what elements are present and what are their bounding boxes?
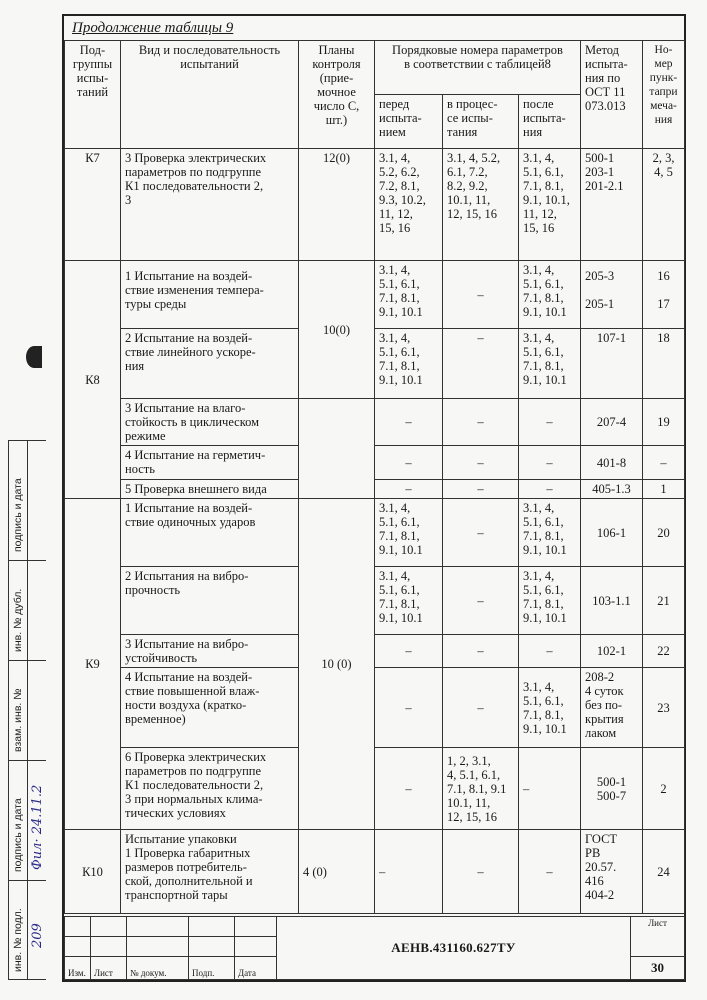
sheet-label: Лист	[631, 917, 685, 957]
method-cell: 405-1.3	[581, 480, 643, 499]
during-cell: –	[443, 830, 519, 914]
side-line	[8, 880, 46, 881]
method-cell: 103-1.1	[581, 567, 643, 635]
test-cell: 3 Проверка электрических параметров по подгруппе К1 последовательности 2, 3	[121, 149, 299, 261]
before-cell: 3.1, 4, 5.1, 6.1, 7.1, 8.1, 9.1, 10.1	[375, 499, 443, 567]
table-row-k8-3	[65, 399, 685, 446]
before-cell: –	[375, 635, 443, 668]
test-cell: 1 Испытание на воздей- ствие одиночных ударов	[121, 499, 299, 567]
before-cell: 3.1, 4, 5.1, 6.1, 7.1, 8.1, 9.1, 10.1	[375, 567, 443, 635]
method-cell: 205-3 205-1	[581, 261, 643, 329]
table-row-k10	[65, 830, 685, 914]
method-cell: ГОСТ РВ 20.57. 416 404-2	[581, 830, 643, 914]
during-cell: 3.1, 4, 5.2, 6.1, 7.2, 8.2, 9.2, 10.1, 11, 12, 15, 16	[443, 149, 519, 261]
method-cell: 102-1	[581, 635, 643, 668]
note-cell: 19	[643, 399, 685, 446]
method-cell: 500-1 500-7	[581, 748, 643, 830]
note-cell: 22	[643, 635, 685, 668]
during-cell: –	[443, 446, 519, 480]
group-cell: К7	[65, 149, 121, 261]
table-row-k8-5	[65, 480, 685, 499]
before-cell: –	[375, 480, 443, 499]
before-cell: 3.1, 4, 5.2, 6.2, 7.2, 8.1, 9.3, 10.2, 11, 12, 15, 16	[375, 149, 443, 261]
note-cell: 2, 3, 4, 5	[643, 149, 685, 261]
before-cell: 3.1, 4, 5.1, 6.1, 7.1, 8.1, 9.1, 10.1	[375, 261, 443, 329]
header-note: Но- мер пунк- тапри меча- ния	[643, 41, 685, 149]
during-cell: –	[443, 399, 519, 446]
note-cell: 24	[643, 830, 685, 914]
side-label-vzam-inv: взам. инв. №	[12, 688, 24, 752]
test-cell: 4 Испытание на воздей- ствие повышенной влаж- ности воздуха (кратко- временное)	[121, 668, 299, 748]
table-row-k8-4	[65, 446, 685, 480]
after-cell: 3.1, 4, 5.1, 6.1, 7.1, 8.1, 9.1, 10.1	[519, 499, 581, 567]
during-cell: –	[443, 668, 519, 748]
table-row-k9-2	[65, 567, 685, 635]
side-label-inv-podl: инв. № подл.	[12, 908, 24, 972]
stamp-n-dokum: № докум.	[127, 956, 189, 980]
after-cell: –	[519, 635, 581, 668]
table-row-k9-6	[65, 748, 685, 830]
header-during: в процес- се испы- тания	[443, 95, 519, 149]
after-cell: –	[519, 830, 581, 914]
punch-hole	[26, 346, 42, 368]
before-cell: –	[375, 399, 443, 446]
after-cell: –	[519, 446, 581, 480]
note-cell: 1	[643, 480, 685, 499]
side-stamp-divider	[27, 440, 28, 980]
method-cell: 107-1	[581, 329, 643, 399]
during-cell: –	[443, 480, 519, 499]
method-cell: 500-1 203-1 201-2.1	[581, 149, 643, 261]
table-row-k7	[65, 149, 685, 261]
title-block	[64, 916, 685, 980]
method-cell: 106-1	[581, 499, 643, 567]
test-cell: 6 Проверка электрических параметров по подгруппе К1 последовательности 2, 3 при нормальных клима- тических условиях	[121, 748, 299, 830]
side-label-podpis-data-top: подпись и дата	[12, 478, 24, 552]
note-cell: 23	[643, 668, 685, 748]
header-before: перед испыта- нием	[375, 95, 443, 149]
test-cell: 2 Испытания на вибро- прочность	[121, 567, 299, 635]
during-cell: –	[443, 567, 519, 635]
header-plans: Планы контроля (прие- мочное число С, шт.)	[299, 41, 375, 149]
table-row-k9-4	[65, 668, 685, 748]
stamp-izm: Изм.	[65, 956, 91, 980]
document-designation: АЕНВ.431160.627ТУ	[277, 917, 631, 980]
sheet-number: 30	[631, 956, 685, 980]
after-cell: –	[519, 748, 581, 830]
plan-cell: 12(0)	[299, 149, 375, 261]
plan-cell: 10(0)	[299, 261, 375, 399]
during-cell: –	[443, 329, 519, 399]
side-line	[8, 760, 46, 761]
test-cell: 2 Испытание на воздей- ствие линейного ускоре- ния	[121, 329, 299, 399]
plan-cell-empty	[299, 399, 375, 499]
plan-cell: 10 (0)	[299, 499, 375, 830]
during-cell: –	[443, 261, 519, 329]
test-cell: 3 Испытание на влаго- стойкость в циклическом режиме	[121, 399, 299, 446]
side-line	[8, 660, 46, 661]
test-cell: Испытание упаковки 1 Проверка габаритных размеров потребитель- ской, дополнительной и транспортной тары	[121, 830, 299, 914]
before-cell: –	[375, 668, 443, 748]
after-cell: 3.1, 4, 5.1, 6.1, 7.1, 8.1, 9.1, 10.1	[519, 261, 581, 329]
before-cell: –	[375, 446, 443, 480]
after-cell: 3.1, 4, 5.1, 6.1, 7.1, 8.1, 9.1, 10.1	[519, 668, 581, 748]
method-cell: 207-4	[581, 399, 643, 446]
method-cell: 401-8	[581, 446, 643, 480]
handwritten-number: 209	[30, 923, 45, 948]
header-method: Метод испыта- ния по ОСТ 11 073.013	[581, 41, 643, 149]
group-cell: К10	[65, 830, 121, 914]
after-cell: –	[519, 480, 581, 499]
tests-table	[64, 40, 685, 914]
after-cell: 3.1, 4, 5.1, 6.1, 7.1, 8.1, 9.1, 10.1	[519, 567, 581, 635]
table-row-k8-1	[65, 261, 685, 329]
header-tests: Вид и последовательность испытаний	[121, 41, 299, 149]
during-cell: 1, 2, 3.1, 4, 5.1, 6.1, 7.1, 8.1, 9.1 10.1, 11, 12, 15, 16	[443, 748, 519, 830]
table-row-k9-1	[65, 499, 685, 567]
note-cell: –	[643, 446, 685, 480]
table-row-k9-3	[65, 635, 685, 668]
after-cell: 3.1, 4, 5.1, 6.1, 7.1, 8.1, 9.1, 10.1	[519, 329, 581, 399]
handwritten-signature: Фил· 24.11.2	[30, 784, 45, 870]
test-cell: 4 Испытание на герметич- ность	[121, 446, 299, 480]
method-cell: 208-2 4 суток без по- крытия лаком	[581, 668, 643, 748]
stamp-list: Лист	[91, 956, 127, 980]
side-label-podpis-data: подпись и дата	[12, 798, 24, 872]
header-row-1	[65, 41, 685, 95]
side-line	[8, 560, 46, 561]
continuation-title: Продолжение таблицы 9	[72, 20, 234, 36]
note-cell: 18	[643, 329, 685, 399]
before-cell: –	[375, 748, 443, 830]
note-cell: 16 17	[643, 261, 685, 329]
after-cell: 3.1, 4, 5.1, 6.1, 7.1, 8.1, 9.1, 10.1, 11, 12, 15, 16	[519, 149, 581, 261]
note-cell: 20	[643, 499, 685, 567]
during-cell: –	[443, 499, 519, 567]
note-cell: 2	[643, 748, 685, 830]
plan-cell: 4 (0)	[299, 830, 375, 914]
group-cell: К9	[65, 499, 121, 830]
group-cell: К8	[65, 261, 121, 499]
stamp-podp: Подп.	[189, 956, 235, 980]
after-cell: –	[519, 399, 581, 446]
title-block-row	[65, 917, 685, 937]
during-cell: –	[443, 635, 519, 668]
header-subgroups: Под- группы испы- таний	[65, 41, 121, 149]
test-cell: 3 Испытание на вибро- устойчивость	[121, 635, 299, 668]
table-row-k8-2	[65, 329, 685, 399]
before-cell: –	[375, 830, 443, 914]
test-cell: 5 Проверка внешнего вида	[121, 480, 299, 499]
test-cell: 1 Испытание на воздей- ствие изменения темпера- туры среды	[121, 261, 299, 329]
side-label-inv-dubl: инв. № дубл.	[12, 588, 24, 652]
note-cell: 21	[643, 567, 685, 635]
header-after: после испыта- ния	[519, 95, 581, 149]
stamp-data: Дата	[235, 956, 277, 980]
before-cell: 3.1, 4, 5.1, 6.1, 7.1, 8.1, 9.1, 10.1	[375, 329, 443, 399]
header-params: Порядковые номера параметров в соответствии с таблицей8	[375, 41, 581, 95]
